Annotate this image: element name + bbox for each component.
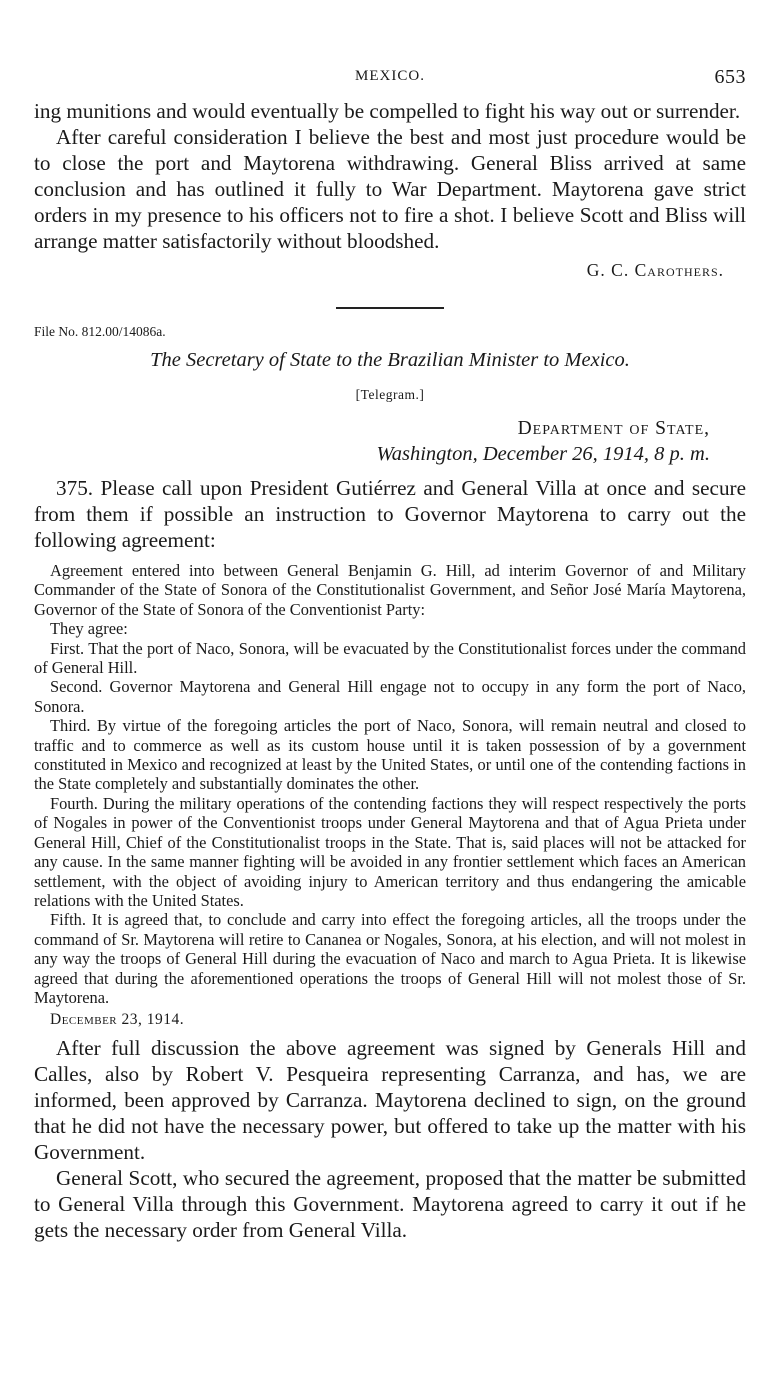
- page-number: 653: [714, 66, 746, 88]
- agreement-text: [34, 561, 746, 1029]
- agreement-paragraph: Fourth. During the military operations of the contending factions they will respect respectively the ports of Nogales in power of the Conventionist troops under General Maytorena and that of Agua Prieta under General Hill, Chief of the Constitutionalist troops in the State. That is, said places will not be attacked for any cause. In the same manner fighting will be avoided in any frontier settlement which faces an American settlement, with the object of avoiding injury to American territory and thus endangering the amicable relations with the United States.: [34, 793, 746, 910]
- agreement-paragraph: Second. Governor Maytorena and General Hill engage not to occupy in any form the port of Naco, Sonora.: [34, 677, 746, 716]
- running-head: MEXICO.: [355, 68, 425, 84]
- agreement-paragraph: They agree:: [50, 619, 128, 639]
- dateline: Washington, December 26, 1914, 8 p. m.: [376, 443, 710, 465]
- agreement-date: December 23, 1914.: [50, 1011, 185, 1029]
- page-header: [34, 66, 746, 98]
- telegram-label: [Telegram.]: [355, 387, 425, 402]
- department-heading: Department of State,: [517, 418, 710, 439]
- closing-paragraph: General Scott, who secured the agreement, proposed that the matter be submitted to General Villa through this Government. Maytorena agreed to carry it out if he gets the necessary order from General Villa.: [34, 1166, 746, 1243]
- agreement-paragraph: Third. By virtue of the foregoing articles the port of Naco, Sonora, will remain neutral and closed to traffic and to commerce as well as its custom house until it is taken possession of by a government constituted in Mexico and recognized at least by the United States, or until one of the contending factions in the State completely and substantially dominates the other.: [34, 716, 746, 794]
- signature: G. C. Carothers.: [586, 260, 724, 280]
- agreement-paragraph: First. That the port of Naco, Sonora, will be evacuated by the Constitutionalist forces under the command of General Hill.: [34, 638, 746, 678]
- document-page: [34, 66, 746, 1243]
- file-number: File No. 812.00/14086a.: [34, 324, 166, 339]
- telegram-message: 375. Please call upon President Gutiérrez and General Villa at once and secure from them if possible an instruction to Governor Maytorena to carry out the following agreement:: [34, 476, 746, 552]
- section-divider: [336, 307, 444, 309]
- agreement-paragraph: Fifth. It is agreed that, to conclude and carry into effect the foregoing articles, all the troops under the command of Sr. Maytorena will retire to Cananea or Nogales, Sonora, at his election, and will not molest in any way the troops of General Hill during the evacuation of Naco and march to Agua Prieta. It is likewise agreed that during the aforementioned operations the troops of General Hill will not molest those of Sr. Maytorena.: [34, 910, 746, 1007]
- continuation-paragraph: ing munitions and would eventually be compelled to fight his way out or surrender.: [34, 99, 741, 123]
- document-title: The Secretary of State to the Brazilian Minister to Mexico.: [150, 349, 630, 371]
- closing-paragraph: After full discussion the above agreement was signed by Generals Hill and Calles, also by Robert V. Pesqueira representing Carranza, and has, we are informed, been approved by Carranza. Maytorena declined to sign, on the ground that he did not have the necessary power, but offered to take up the matter with his Government.: [34, 1036, 746, 1165]
- agreement-paragraph: Agreement entered into between General Benjamin G. Hill, ad interim Governor of and Military Commander of the State of Sonora of the Constitutionalist Government, and Señor José María Maytorena, Governor of the State of Sonora of the Conventionist Party:: [34, 561, 746, 619]
- carothers-paragraph: After careful consideration I believe the best and most just procedure would be to close the port and Maytorena withdrawing. General Bliss arrived at same conclusion and has outlined it fully to War Department. Maytorena gave strict orders in my presence to his officers not to fire a shot. I believe Scott and Bliss will arrange matter satisfactorily without bloodshed.: [34, 125, 746, 253]
